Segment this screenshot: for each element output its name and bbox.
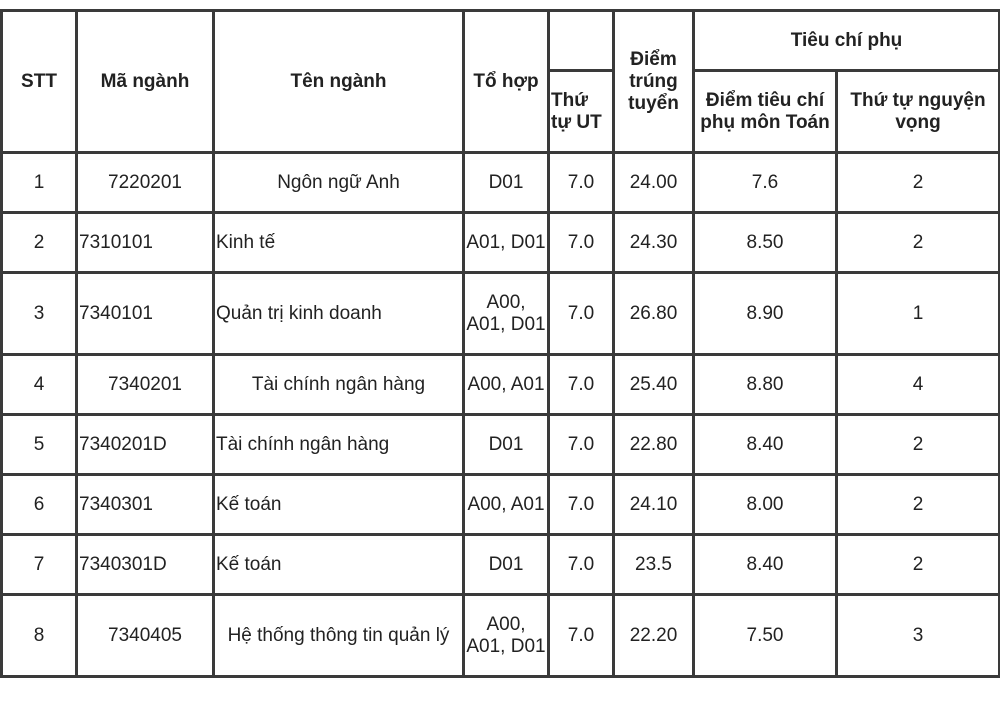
table-row	[2, 595, 1000, 677]
cell-diem-toan: 8.00	[694, 475, 837, 535]
header-to-hop: Tổ hợp	[464, 11, 549, 153]
cell-diem: 24.30	[614, 213, 694, 273]
cell-ten-nganh: Kế toán	[214, 475, 464, 535]
cell-to-hop: D01	[464, 535, 549, 595]
header-blank-cell	[549, 11, 614, 71]
cell-to-hop: D01	[464, 153, 549, 213]
cell-stt: 8	[2, 595, 77, 677]
cell-ten-nganh: Kinh tế	[214, 213, 464, 273]
cell-to-hop: A00, A01	[464, 355, 549, 415]
cell-ma-nganh: 7340405	[77, 595, 214, 677]
cell-nguyen-vong: 2	[837, 535, 1000, 595]
table-row	[2, 273, 1000, 355]
cell-diem-toan: 7.6	[694, 153, 837, 213]
cell-diem: 22.80	[614, 415, 694, 475]
cell-stt: 3	[2, 273, 77, 355]
cell-thu-tu-ut: 7.0	[549, 273, 614, 355]
header-tieu-chi-phu: Tiêu chí phụ	[694, 11, 1000, 71]
cell-diem: 22.20	[614, 595, 694, 677]
cell-to-hop: A00, A01, D01	[464, 273, 549, 355]
cell-thu-tu-ut: 7.0	[549, 415, 614, 475]
cell-stt: 1	[2, 153, 77, 213]
cell-stt: 6	[2, 475, 77, 535]
header-thu-tu-ut: Thứ tự UT	[549, 71, 614, 153]
cell-stt: 4	[2, 355, 77, 415]
cell-nguyen-vong: 2	[837, 475, 1000, 535]
header-thu-tu-nguyen-vong: Thứ tự nguyện vọng	[837, 71, 1000, 153]
cell-stt: 7	[2, 535, 77, 595]
cell-thu-tu-ut: 7.0	[549, 475, 614, 535]
cell-nguyen-vong: 4	[837, 355, 1000, 415]
table-row	[2, 415, 1000, 475]
cell-ten-nganh: Quản trị kinh doanh	[214, 273, 464, 355]
cell-thu-tu-ut: 7.0	[549, 595, 614, 677]
cell-ma-nganh: 7310101	[77, 213, 214, 273]
header-stt: STT	[2, 11, 77, 153]
cell-ten-nganh: Tài chính ngân hàng	[214, 355, 464, 415]
cell-nguyen-vong: 1	[837, 273, 1000, 355]
cell-nguyen-vong: 2	[837, 213, 1000, 273]
cell-thu-tu-ut: 7.0	[549, 153, 614, 213]
cell-ten-nganh: Tài chính ngân hàng	[214, 415, 464, 475]
cell-diem: 26.80	[614, 273, 694, 355]
cell-ten-nganh: Kế toán	[214, 535, 464, 595]
cell-diem: 24.00	[614, 153, 694, 213]
table-row	[2, 153, 1000, 213]
cell-thu-tu-ut: 7.0	[549, 355, 614, 415]
cell-diem-toan: 8.50	[694, 213, 837, 273]
cell-thu-tu-ut: 7.0	[549, 535, 614, 595]
cell-to-hop: A00, A01	[464, 475, 549, 535]
cell-diem-toan: 8.40	[694, 415, 837, 475]
cell-ma-nganh: 7340301	[77, 475, 214, 535]
cell-ma-nganh: 7220201	[77, 153, 214, 213]
cell-nguyen-vong: 3	[837, 595, 1000, 677]
cell-ma-nganh: 7340201	[77, 355, 214, 415]
cell-stt: 2	[2, 213, 77, 273]
cell-ma-nganh: 7340301D	[77, 535, 214, 595]
table-row	[2, 355, 1000, 415]
table-row	[2, 535, 1000, 595]
cell-diem-toan: 8.40	[694, 535, 837, 595]
cell-diem-toan: 7.50	[694, 595, 837, 677]
cell-to-hop: D01	[464, 415, 549, 475]
cell-diem-toan: 8.90	[694, 273, 837, 355]
cell-diem: 23.5	[614, 535, 694, 595]
cell-to-hop: A01, D01	[464, 213, 549, 273]
cell-diem: 25.40	[614, 355, 694, 415]
cell-ma-nganh: 7340101	[77, 273, 214, 355]
cell-thu-tu-ut: 7.0	[549, 213, 614, 273]
header-ma-nganh: Mã ngành	[77, 11, 214, 153]
cell-ten-nganh: Ngôn ngữ Anh	[214, 153, 464, 213]
cell-nguyen-vong: 2	[837, 153, 1000, 213]
cell-diem: 24.10	[614, 475, 694, 535]
header-row-top	[2, 11, 1000, 71]
cell-ma-nganh: 7340201D	[77, 415, 214, 475]
admission-score-table	[0, 9, 1000, 678]
header-diem-trung-tuyen: Điểm trúng tuyển	[614, 11, 694, 153]
cell-stt: 5	[2, 415, 77, 475]
cell-nguyen-vong: 2	[837, 415, 1000, 475]
cell-to-hop: A00, A01, D01	[464, 595, 549, 677]
header-diem-tieu-chi-toan: Điểm tiêu chí phụ môn Toán	[694, 71, 837, 153]
cell-ten-nganh: Hệ thống thông tin quản lý	[214, 595, 464, 677]
table-row	[2, 475, 1000, 535]
table-row	[2, 213, 1000, 273]
header-ten-nganh: Tên ngành	[214, 11, 464, 153]
cell-diem-toan: 8.80	[694, 355, 837, 415]
